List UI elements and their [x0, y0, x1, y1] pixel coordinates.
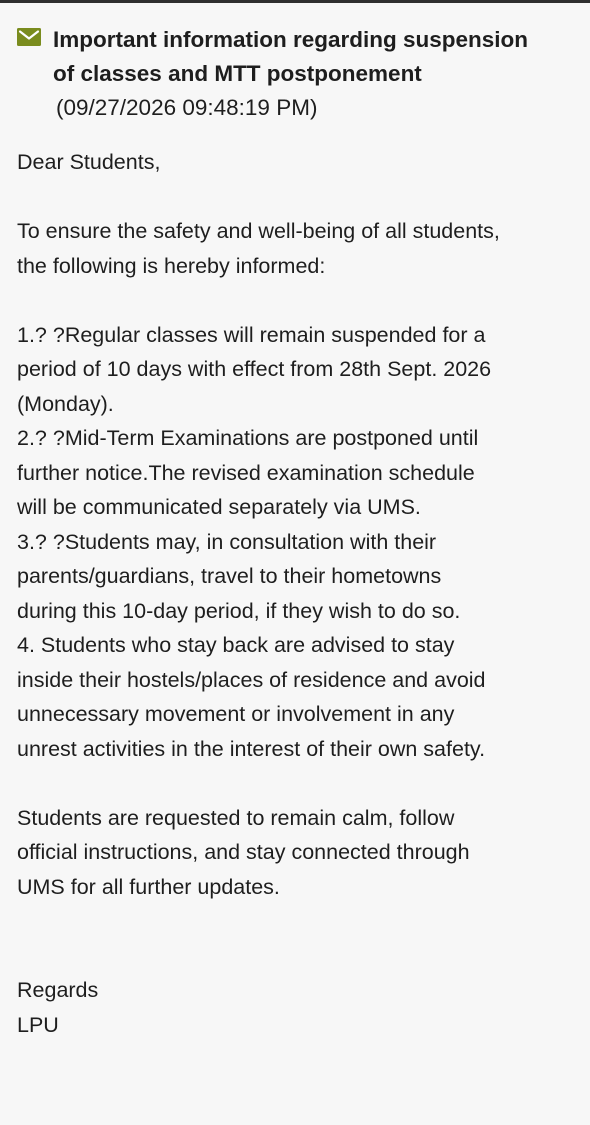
- list-item-line: further notice.The revised examination schedule: [17, 460, 475, 485]
- message-title: [53, 23, 573, 91]
- list-item-line: unnecessary movement or involvement in any: [17, 702, 455, 726]
- closing-paragraph: [17, 801, 573, 905]
- list-item-line: (Monday).: [17, 391, 114, 416]
- closing-line: official instructions, and stay connected through: [17, 840, 470, 864]
- list-item-line: inside their hostels/places of residence and avoid: [17, 667, 486, 692]
- list-item-line: 3.? ?Students may, in consultation with their: [17, 529, 437, 554]
- points-list: [17, 318, 573, 767]
- list-item: [17, 421, 573, 525]
- list-item-line: 1.? ?Regular classes will remain suspended for a: [17, 322, 486, 347]
- list-item-line: during this 10-day period, if they wish to do so.: [17, 598, 461, 623]
- list-item-line: period of 10 days with effect from 28th Sept. 2026: [17, 357, 492, 381]
- message-title-line: of classes and MTT postponement: [53, 61, 422, 86]
- intro-line: To ensure the safety and well-being of all students,: [17, 219, 500, 243]
- intro-paragraph: [17, 214, 573, 283]
- list-item-line: 2.? ?Mid-Term Examinations are postponed until: [17, 426, 479, 450]
- list-item-line: 4. Students who stay back are advised to stay: [17, 633, 455, 657]
- list-item: [17, 318, 573, 422]
- closing-line: Students are requested to remain calm, follow: [17, 805, 455, 830]
- message-header: [17, 23, 573, 125]
- announcement-message: [0, 3, 590, 1042]
- sender-name: LPU: [17, 1012, 59, 1037]
- list-item: [17, 628, 573, 766]
- list-item-line: will be communicated separately via UMS.: [17, 495, 421, 519]
- message-timestamp: (09/27/2026 09:48:19 PM): [56, 95, 318, 120]
- signoff: Regards: [17, 978, 99, 1002]
- list-item-line: unrest activities in the interest of their own safety.: [17, 736, 486, 761]
- intro-line: the following is hereby informed:: [17, 253, 326, 278]
- greeting: Dear Students,: [17, 150, 161, 174]
- signature: [17, 973, 573, 1042]
- mail-icon: [17, 28, 41, 46]
- list-item-line: parents/guardians, travel to their hometowns: [17, 564, 442, 588]
- closing-line: UMS for all further updates.: [17, 874, 280, 899]
- message-title-line: Important information regarding suspension: [53, 27, 529, 52]
- message-body: [17, 145, 573, 1042]
- list-item: [17, 525, 573, 629]
